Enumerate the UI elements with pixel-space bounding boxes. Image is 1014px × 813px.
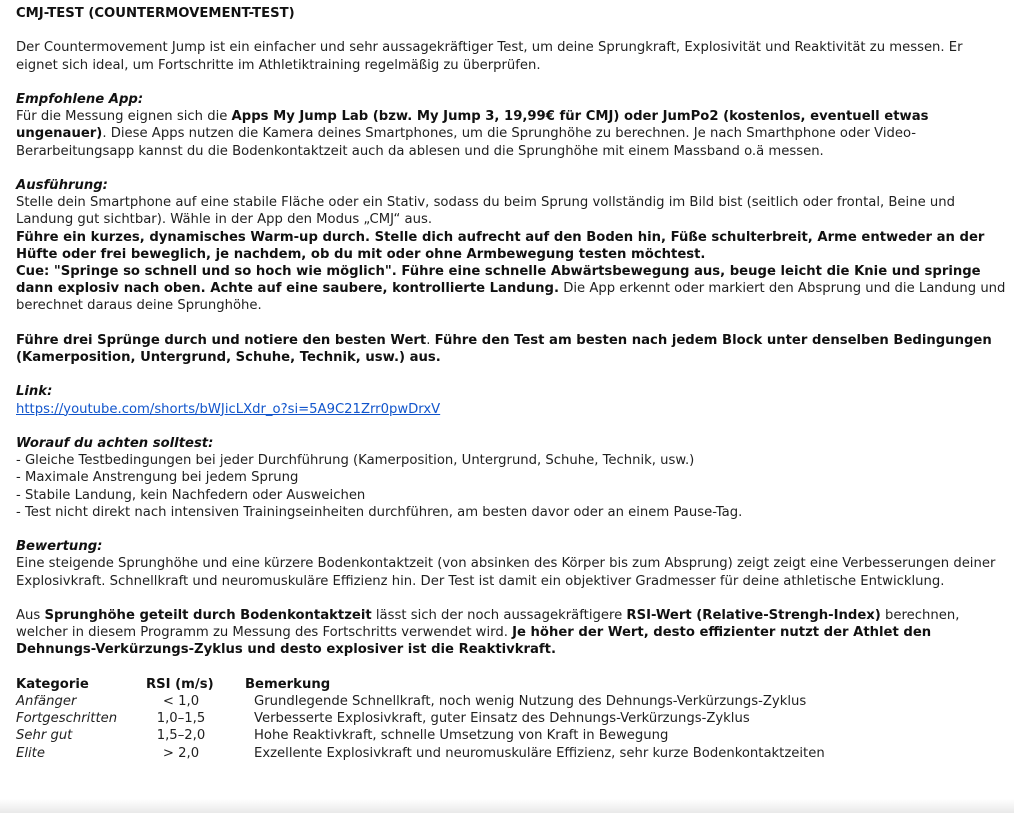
attention-item: - Stabile Landung, kein Nachfedern oder Ausweichen — [16, 487, 366, 503]
attention-item: - Maximale Anstrengung bei jedem Sprung — [16, 470, 299, 486]
app-bold-1: Apps My Jump Lab (bzw. My Jump 3, 19,99€ für CMJ) oder JumPo2 (kostenlos, eventuell etwas ungenauer) — [16, 109, 929, 142]
row-category: Sehr gut — [16, 728, 73, 744]
document — [16, 5, 1006, 761]
execution-warmup: Führe ein kurzes, dynamisches Warm-up durch. Stelle dich aufrecht auf den Boden hin, Füße schulterbreit, Arme entweder an der Hüfte oder frei beweglich, je nachdem, ob du mit oder ohne Armbewegung testen möchtest. — [16, 229, 985, 262]
execution-heading: Ausführung: — [16, 177, 108, 193]
app-paragraph — [16, 108, 1006, 160]
table-row — [16, 710, 1006, 727]
rsi-table — [16, 676, 1006, 761]
attention-item: - Gleiche Testbedingungen bei jeder Durchführung (Kamerposition, Untergrund, Schuhe, Technik, usw.) — [16, 453, 695, 469]
rating-bold-3: Je höher der Wert, desto effizienter nutzt der Athlet den Dehnungs-Verkürzungs-Zyklus und desto explosiver ist die Reaktivkraft. — [16, 625, 932, 658]
row-remark: Grundlegende Schnellkraft, noch wenig Nutzung des Dehnungs-Verkürzungs-Zyklus — [254, 693, 807, 709]
rating-bold-2: RSI-Wert (Relative-Strengh-Index) — [626, 607, 881, 623]
execution-cue: Cue: "Springe so schnell und so hoch wie möglich". Führe eine schnelle Abwärtsbewegung aus, beuge leicht die Knie und springe dann explosiv nach oben. Achte auf eine saubere, kontrollierte Landung. — [16, 264, 981, 297]
rating-paragraph-2 — [16, 607, 1006, 659]
app-text-1: Für die Messung eignen sich die — [16, 109, 232, 125]
header-category: Kategorie — [16, 676, 89, 692]
execution-cue-paragraph — [16, 263, 1006, 315]
attention-heading: Worauf du achten solltest: — [16, 435, 214, 451]
row-rsi: > 2,0 — [162, 745, 200, 761]
execution-separator: . — [426, 332, 435, 348]
rating-text-3: berechnen, welcher in diesem Programm zu Messung des Fortschritts verwendet wird. — [16, 607, 960, 641]
row-rsi: 1,5–2,0 — [156, 728, 206, 744]
document-title: CMJ-TEST (COUNTERMOVEMENT-TEST) — [16, 6, 295, 21]
table-row — [16, 745, 1006, 762]
table-header-row — [16, 676, 1006, 693]
execution-three-jumps: Führe drei Sprünge durch und notiere den besten Wert — [16, 332, 427, 348]
rating-text-1: Aus — [16, 607, 45, 623]
row-remark: Verbesserte Explosivkraft, guter Einsatz des Dehnungs-Verkürzungs-Zyklus — [254, 711, 750, 727]
execution-text-1: Stelle dein Smartphone auf eine stabile Fläche oder ein Stativ, sodass du beim Sprung vollständig im Bild bist (seitlich oder frontal, Beine und Landung gut sichtbar). Wähle in der App den Modus „CMJ“ aus. — [16, 195, 955, 228]
attention-item: - Test nicht direkt nach intensiven Trainingseinheiten durchführen, am besten davor oder an einem Pause-Tag. — [16, 504, 743, 520]
row-rsi: 1,0–1,5 — [156, 711, 206, 727]
row-category: Elite — [16, 745, 45, 761]
rating-bold-1: Sprunghöhe geteilt durch Bodenkontaktzeit — [44, 607, 372, 623]
rating-text-2: lässt sich der noch aussagekräftigere — [371, 607, 627, 623]
execution-conditions: Führe den Test am besten nach jedem Block unter denselben Bedingungen (Kamerposition, Untergrund, Schuhe, Technik, usw.) aus. — [16, 332, 992, 365]
execution-repeat-paragraph — [16, 332, 1006, 366]
app-heading: Empfohlene App: — [16, 91, 144, 107]
table-row — [16, 727, 1006, 744]
youtube-link[interactable]: https://youtube.com/shorts/bWJicLXdr_o?si=5A9C21Zrr0pwDrxV — [16, 401, 441, 417]
row-category: Fortgeschritten — [16, 711, 118, 727]
header-remark: Bemerkung — [245, 676, 331, 692]
page-bottom-edge — [0, 799, 1014, 813]
row-rsi: < 1,0 — [162, 693, 200, 709]
rating-paragraph-1: Eine steigende Sprunghöhe und eine kürzere Bodenkontaktzeit (von absinken des Körper bis zum Absprung) zeigt zeigt eine Verbesserungen deiner Explosivkraft. Schnellkraft und neuromuskuläre Effizienz hin. Der Test ist damit ein objektiver Gradmesser für deine athletische Entwicklung. — [16, 556, 996, 589]
table-row — [16, 693, 1006, 710]
row-remark: Hohe Reaktivkraft, schnelle Umsetzung von Kraft in Bewegung — [254, 728, 669, 744]
header-rsi: RSI (m/s) — [146, 676, 214, 692]
app-text-2: . Diese Apps nutzen die Kamera deines Smartphones, um die Sprunghöhe zu berechnen. Je nach Smarthphone oder Video-Berarbeitungsapp kannst du die Bodenkontaktzeit auch da ablesen und die Sprunghöhe mit einem Massband o.ä messen. — [16, 126, 917, 159]
link-heading: Link: — [16, 384, 53, 400]
row-category: Anfänger — [16, 693, 77, 709]
rating-heading: Bewertung: — [16, 539, 103, 555]
row-remark: Exzellente Explosivkraft und neuromuskuläre Effizienz, sehr kurze Bodenkontaktzeiten — [254, 745, 825, 761]
execution-text-2: Die App erkennt oder markiert den Absprung und die Landung und berechnet daraus deine Sprunghöhe. — [16, 281, 1006, 314]
execution-bold-1 — [16, 229, 1006, 263]
intro-paragraph: Der Countermovement Jump ist ein einfacher und sehr aussagekräftiger Test, um deine Sprungkraft, Explosivität und Reaktivität zu messen. Er eignet sich ideal, um Fortschritte im Athletiktraining regelmäßig zu überprüfen. — [16, 40, 963, 73]
